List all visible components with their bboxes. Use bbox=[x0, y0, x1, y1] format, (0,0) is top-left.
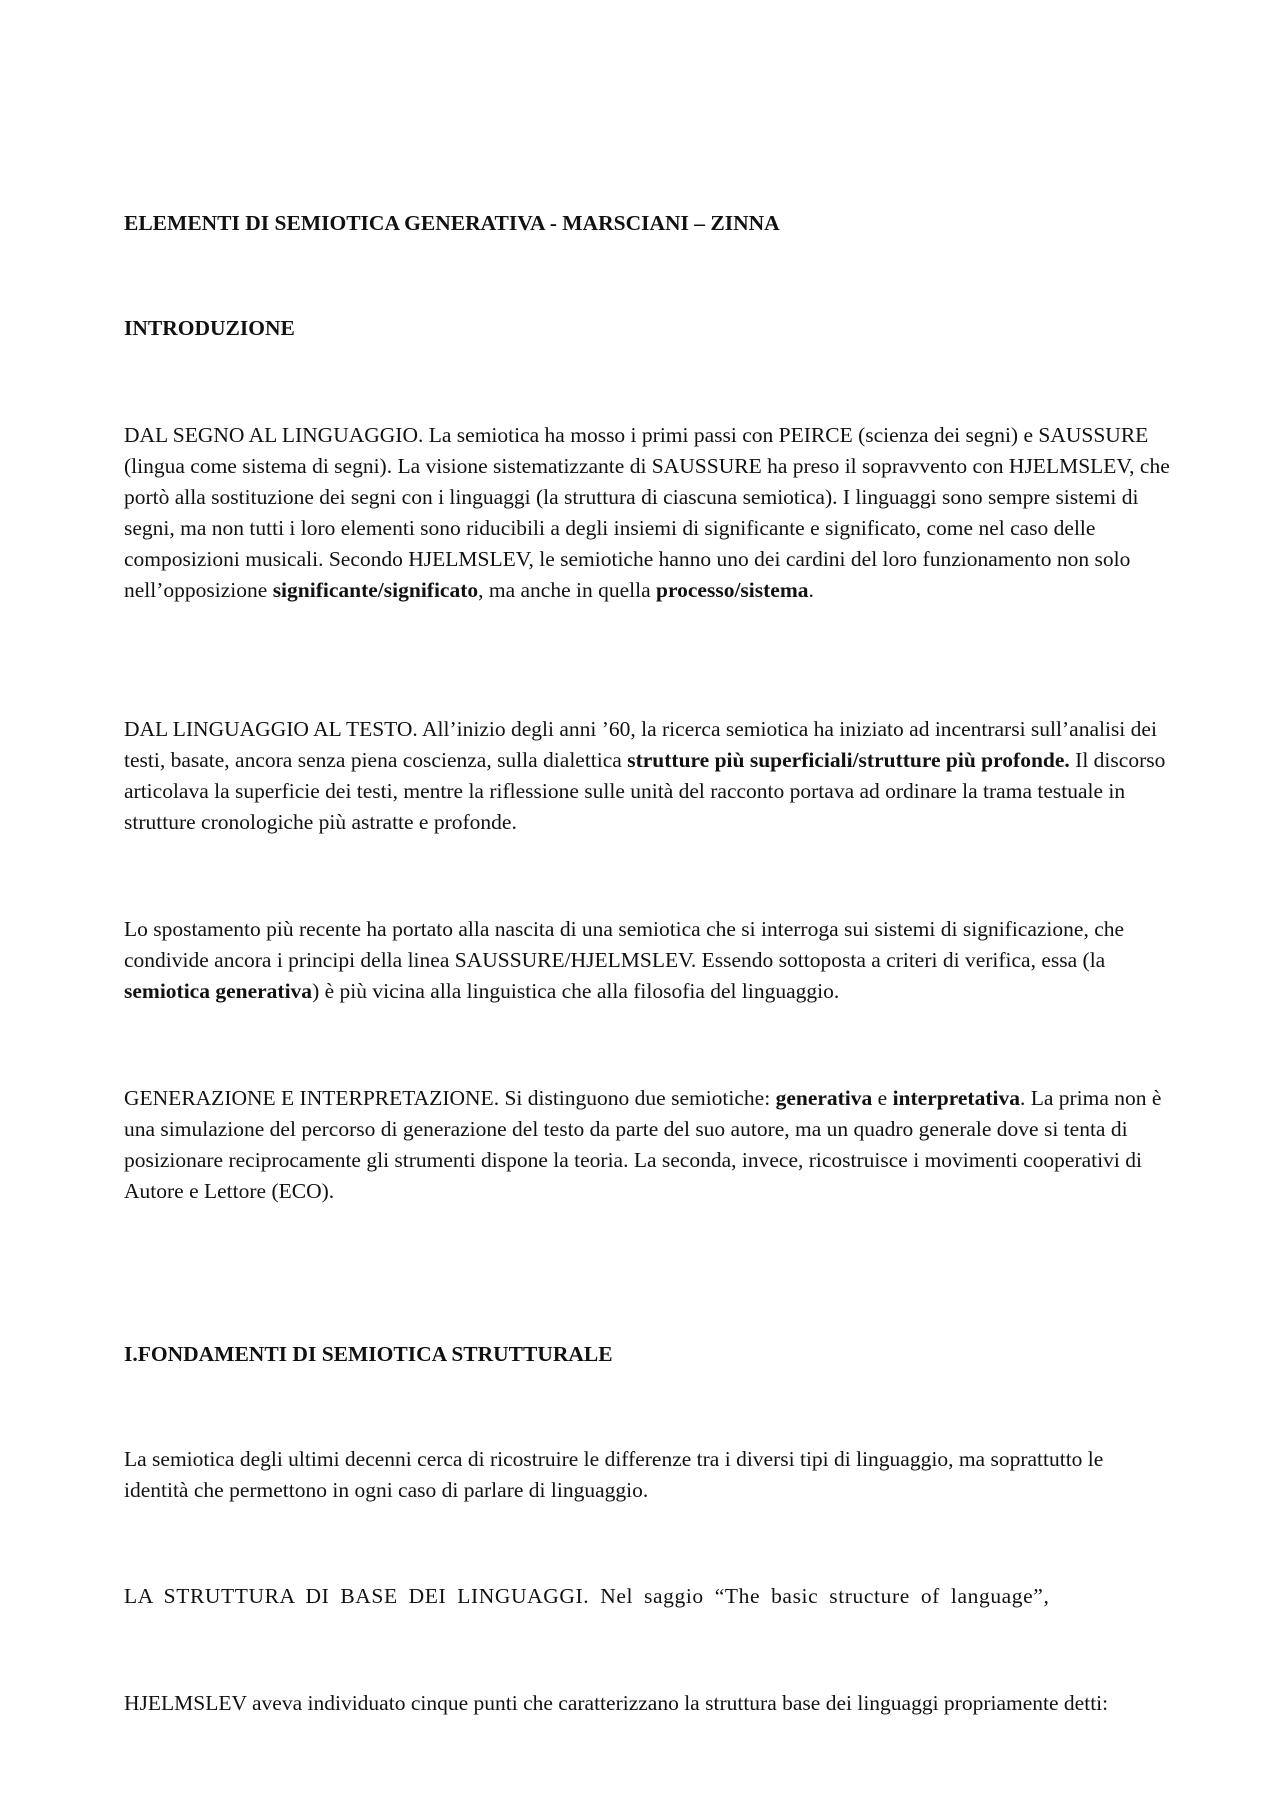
paragraph-segno-linguaggio bbox=[124, 420, 1170, 606]
bold-term: significante/significato bbox=[272, 578, 479, 602]
paragraph-text: DAL SEGNO AL LINGUAGGIO. La semiotica ha mosso i primi passi con PEIRCE (scienza dei segni) e SAUSSURE (lingua come sistema di segni). La visione sistematizzante di SAUSSURE ha preso il sopravvento con HJELMSLEV, che portò alla sostituzione dei segni con i linguaggi (la struttura di ciascuna semiotica). I linguaggi sono sempre sistemi di segni, ma non tutti i loro elementi sono riducibili a degli insiemi di significante e significato, come nel caso delle composizioni musicali. Secondo HJELMSLEV, le semiotiche hanno uno dei cardini del loro funzionamento non solo nell’opposizione bbox=[124, 423, 1170, 602]
bold-term: interpretativa bbox=[892, 1086, 1020, 1110]
bold-term: semiotica generativa bbox=[124, 979, 313, 1003]
paragraph-linguaggio-testo bbox=[124, 714, 1170, 838]
paragraph-text: , ma anche in quella bbox=[478, 578, 657, 602]
paragraph-text: GENERAZIONE E INTERPRETAZIONE. Si distinguono due semiotiche: bbox=[124, 1086, 776, 1110]
intro-heading: INTRODUZIONE bbox=[124, 316, 295, 340]
paragraph-spostamento bbox=[124, 914, 1170, 1007]
document-title: ELEMENTI DI SEMIOTICA GENERATIVA - MARSCIANI – ZINNA bbox=[124, 211, 780, 235]
paragraph-generazione-interpretazione bbox=[124, 1083, 1170, 1207]
paragraph-semiotica-decenni: La semiotica degli ultimi decenni cerca di ricostruire le differenze tra i diversi tipi di linguaggio, ma soprattutto le identità che permettono in ogni caso di parlare di linguaggio. bbox=[124, 1447, 1104, 1502]
paragraph-text: ) è più vicina alla linguistica che alla filosofia del linguaggio. bbox=[312, 979, 840, 1003]
section-heading-fondamenti: I.FONDAMENTI DI SEMIOTICA STRUTTURALE bbox=[124, 1342, 613, 1366]
paragraph-text: e bbox=[872, 1086, 893, 1110]
paragraph-text: . bbox=[808, 578, 814, 602]
bold-term: strutture più superficiali/strutture più profonde. bbox=[627, 748, 1070, 772]
paragraph-hjelmslev-cinque-punti: HJELMSLEV aveva individuato cinque punti che caratterizzano la struttura base dei linguaggi propriamente detti: bbox=[124, 1691, 1109, 1715]
paragraph-text: DAL LINGUAGGIO AL TESTO. All’inizio degli anni ’60, la ricerca semiotica ha iniziato ad incentrarsi sull’analisi dei testi, basate, ancora senza piena coscienza, sulla dialettica bbox=[124, 717, 1157, 772]
bold-term: processo/sistema bbox=[656, 578, 809, 602]
paragraph-text: Il discorso articolava la superficie dei testi, mentre la riflessione sulle unità del racconto portava ad ordinare la trama testuale in strutture cronologiche più astratte e profonde. bbox=[124, 748, 1166, 834]
paragraph-text: Lo spostamento più recente ha portato alla nascita di una semiotica che si interroga sui sistemi di significazione, che condivide ancora i principi della linea SAUSSURE/HJELMSLEV. Essendo sottoposta a criteri di verifica, essa (la bbox=[124, 917, 1125, 972]
paragraph-text: . La prima non è una simulazione del percorso di generazione del testo da parte del suo autore, ma un quadro generale dove si tenta di posizionare reciprocamente gli strumenti dispone la teoria. La seconda, invece, ricostruisce i movimenti cooperativi di Autore e Lettore (ECO). bbox=[124, 1086, 1162, 1203]
bold-term: generativa bbox=[775, 1086, 873, 1110]
paragraph-struttura-base: LA STRUTTURA DI BASE DEI LINGUAGGI. Nel saggio “The basic structure of language”, bbox=[124, 1584, 1050, 1608]
